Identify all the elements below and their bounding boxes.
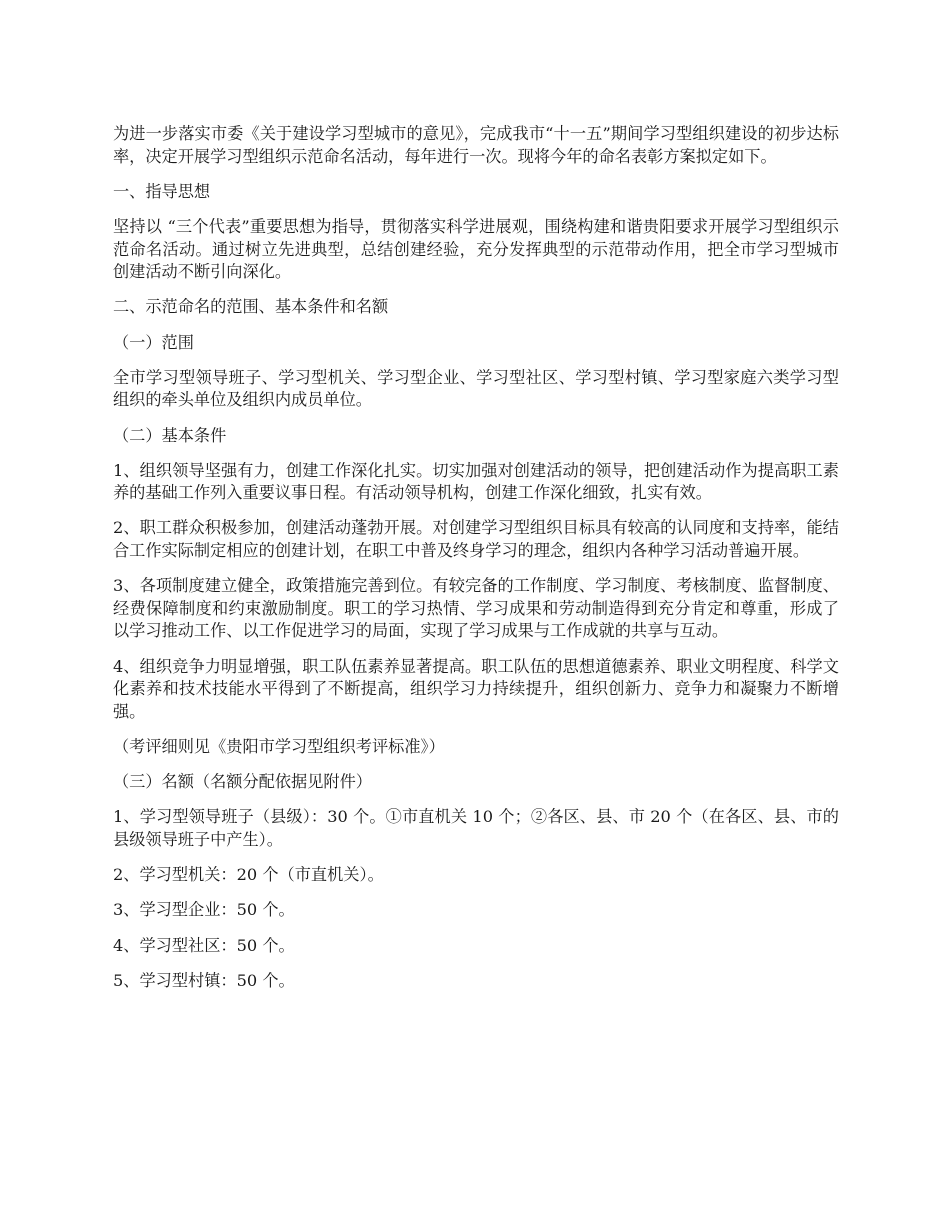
section-heading-guiding-ideology: 一、指导思想 — [113, 181, 211, 201]
condition-item-1: 1、组织领导坚强有力，创建工作深化扎实。切实加强对创建活动的领导，把创建活动作为提高职工素养的基础工作列入重要议事日程。有活动领导机构，创建工作深化细致，扎实有效。 — [113, 460, 839, 503]
section-heading-scope-conditions-quota: 二、示范命名的范围、基本条件和名额 — [113, 297, 389, 317]
scope-paragraph: 全市学习型领导班子、学习型机关、学习型企业、学习型社区、学习型村镇、学习型家庭六类学习型组织的牵头单位及组织内成员单位。 — [113, 367, 839, 410]
condition-item-2: 2、职工群众积极参加，创建活动蓬勃开展。对创建学习型组织目标具有较高的认同度和支持率，能结合工作实际制定相应的创建计划，在职工中普及终身学习的理念，组织内各种学习活动普遍开展。 — [113, 518, 839, 561]
condition-item-4: 4、组织竞争力明显增强，职工队伍素养显著提高。职工队伍的思想道德素养、职业文明程度、科学文化素养和技术技能水平得到了不断提高，组织学习力持续提升，组织创新力、竞争力和凝聚力不断增强。 — [113, 656, 839, 721]
quota-item-4: 4、学习型社区：50 个。 — [113, 935, 295, 955]
quota-item-2: 2、学习型机关：20 个（市直机关）。 — [113, 865, 384, 885]
subheading-quota: （三）名额（名额分配依据见附件） — [113, 772, 372, 792]
document-body — [113, 123, 839, 1005]
intro-paragraph: 为进一步落实市委《关于建设学习型城市的意见》，完成我市“十一五”期间学习型组织建设的初步达标率，决定开展学习型组织示范命名活动，每年进行一次。现将今年的命名表彰方案拟定如下。 — [113, 124, 839, 166]
guiding-ideology-paragraph: 坚持以 “三个代表”重要思想为指导，贯彻落实科学进展观，围绕构建和谐贵阳要求开展学习型组织示范命名活动。通过树立先进典型，总结创建经验，充分发挥典型的示范带动作用，把全市学习型城市创建活动不断引向深化。 — [113, 216, 839, 282]
subheading-scope: （一）范围 — [113, 332, 194, 352]
condition-item-3: 3、各项制度建立健全，政策措施完善到位。有较完备的工作制度、学习制度、考核制度、监督制度、经费保障制度和约束激励制度。职工的学习热情、学习成果和劳动制造得到充分肯定和尊重，形成了以学习推动工作、以工作促进学习的局面，实现了学习成果与工作成就的共享与互动。 — [113, 576, 839, 641]
quota-item-3: 3、学习型企业：50 个。 — [113, 900, 295, 920]
quota-item-5: 5、学习型村镇：50 个。 — [113, 970, 295, 990]
evaluation-note: （考评细则见《贵阳市学习型组织考评标准》） — [113, 737, 445, 756]
subheading-basic-conditions: （二）基本条件 — [113, 425, 227, 445]
quota-item-1: 1、学习型领导班子（县级）：30 个。①市直机关 10 个；②各区、县、市 20 个（在各区、县、市的县级领导班子中产生）。 — [113, 807, 839, 849]
